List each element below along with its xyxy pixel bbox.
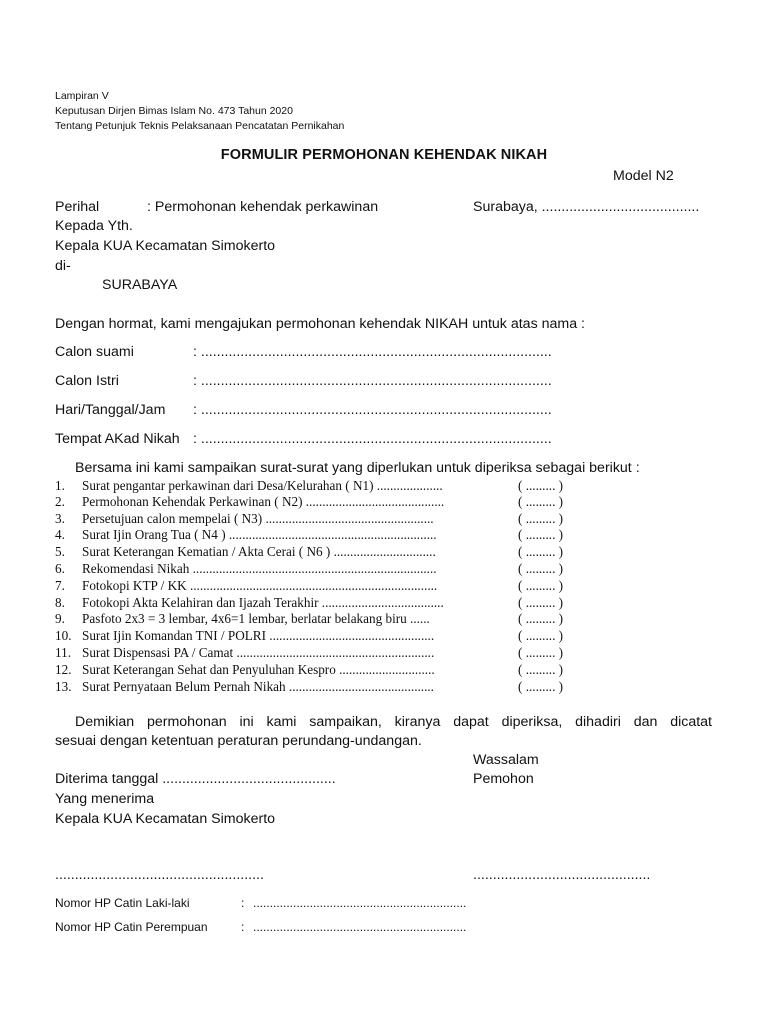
doc-check[interactable]: ( ......... ): [518, 611, 564, 626]
doc-check[interactable]: ( ......... ): [518, 494, 564, 509]
form-title: FORMULIR PERMOHONAN KEHENDAK NIKAH: [220, 147, 548, 163]
receiver-signature-line[interactable]: .....................................................: [55, 867, 264, 883]
doc-number: 2.: [55, 494, 65, 509]
form-model: Model N2: [613, 168, 674, 184]
doc-check[interactable]: ( ......... ): [518, 527, 564, 542]
phone-colon: :: [241, 896, 245, 910]
attachment-label: Lampiran V: [55, 90, 109, 102]
doc-check[interactable]: ( ......... ): [518, 578, 564, 593]
doc-number: 11.: [55, 645, 71, 660]
doc-number: 6.: [55, 561, 65, 576]
doc-text: Surat Keterangan Kematian / Akta Cerai ( N6 ) ...............................: [82, 544, 436, 559]
doc-check[interactable]: ( ......... ): [518, 679, 564, 694]
closing-line-1: Demikian permohonan ini kami sampaikan, kiranya dapat diperiksa, dihadiri dan dicatat: [75, 714, 712, 730]
phone-colon: :: [241, 920, 245, 934]
decree-reference: Keputusan Dirjen Bimas Islam No. 473 Tahun 2020: [55, 105, 293, 117]
intro-text: Dengan hormat, kami mengajukan permohonan kehendak NIKAH untuk atas nama :: [55, 316, 585, 332]
doc-check[interactable]: ( ......... ): [518, 478, 564, 493]
doc-check[interactable]: ( ......... ): [518, 662, 564, 677]
doc-number: 10.: [55, 628, 72, 643]
field-label: Calon Istri: [55, 373, 119, 389]
doc-text: Surat Keterangan Sehat dan Penyuluhan Kespro .............................: [82, 662, 435, 677]
field-dots[interactable]: : .........................................................................................: [193, 431, 552, 447]
doc-text: Fotokopi Akta Kelahiran dan Ijazah Terakhir .....................................: [82, 595, 444, 610]
doc-check[interactable]: ( ......... ): [518, 511, 564, 526]
perihal-value: : Permohonan kehendak perkawinan: [147, 199, 379, 215]
doc-check[interactable]: ( ......... ): [518, 595, 564, 610]
doc-check[interactable]: ( ......... ): [518, 544, 564, 559]
doc-text: Surat pengantar perkawinan dari Desa/Kelurahan ( N1) ....................: [82, 478, 443, 493]
phone-label-bride: Nomor HP Catin Perempuan: [55, 920, 208, 934]
field-dots[interactable]: : .........................................................................................: [193, 402, 552, 418]
doc-number: 8.: [55, 595, 65, 610]
doc-check[interactable]: ( ......... ): [518, 645, 564, 660]
doc-number: 4.: [55, 527, 65, 542]
closing-salutation: Wassalam: [473, 752, 539, 768]
addressee-office: Kepala KUA Kecamatan Simokerto: [55, 238, 276, 254]
doc-check[interactable]: ( ......... ): [518, 628, 564, 643]
applicant-signature-line[interactable]: .............................................: [473, 867, 651, 883]
doc-text: Persetujuan calon mempelai ( N3) ...................................................: [82, 511, 434, 526]
phone-label-groom: Nomor HP Catin Laki-laki: [55, 896, 190, 910]
field-dots[interactable]: : .........................................................................................: [193, 344, 552, 360]
doc-text: Surat Pernyataan Belum Pernah Nikah ............................................: [82, 679, 434, 694]
doc-text: Surat Dispensasi PA / Camat ............................................................: [82, 645, 435, 660]
documents-intro: Bersama ini kami sampaikan surat-surat yang diperlukan untuk diperiksa sebagai berikut :: [75, 460, 640, 476]
doc-text: Permohonan Kehendak Perkawinan ( N2) ..........................................: [82, 494, 445, 509]
doc-number: 5.: [55, 544, 65, 559]
doc-number: 1.: [55, 478, 65, 493]
receiver-label: Yang menerima: [55, 791, 155, 807]
doc-number: 13.: [55, 679, 72, 694]
doc-number: 3.: [55, 511, 65, 526]
field-label: Calon suami: [55, 344, 134, 360]
doc-text: Pasfoto 2x3 = 3 lembar, 4x6=1 lembar, berlatar belakang biru ......: [82, 611, 430, 626]
addressee-city: SURABAYA: [102, 277, 178, 293]
doc-text: Surat Ijin Komandan TNI / POLRI ..................................................: [82, 628, 435, 643]
doc-text: Fotokopi KTP / KK ...........................................................................: [82, 578, 438, 593]
applicant-label: Pemohon: [473, 771, 534, 787]
perihal-label: Perihal: [55, 199, 100, 215]
city-date: Surabaya, ........................................: [473, 199, 700, 215]
phone-field-groom[interactable]: ................................................................: [253, 896, 467, 910]
addressee-greeting: Kepada Yth.: [55, 218, 133, 234]
field-dots[interactable]: : .........................................................................................: [193, 373, 552, 389]
decree-subject: Tentang Petunjuk Teknis Pelaksanaan Pencatatan Pernikahan: [55, 120, 345, 132]
doc-text: Rekomendasi Nikah ..........................................................................: [82, 561, 437, 576]
receiver-office: Kepala KUA Kecamatan Simokerto: [55, 811, 276, 827]
received-date[interactable]: Diterima tanggal ............................................: [55, 771, 336, 787]
phone-field-bride[interactable]: ................................................................: [253, 920, 467, 934]
doc-check[interactable]: ( ......... ): [518, 561, 564, 576]
field-label: Tempat AKad Nikah: [55, 431, 180, 447]
field-label: Hari/Tanggal/Jam: [55, 402, 166, 418]
doc-text: Surat Ijin Orang Tua ( N4 ) ...............................................................: [82, 527, 437, 542]
closing-line-2: sesuai dengan ketentuan peraturan perundang-undangan.: [55, 733, 422, 749]
doc-number: 7.: [55, 578, 65, 593]
doc-number: 9.: [55, 611, 65, 626]
doc-number: 12.: [55, 662, 72, 677]
addressee-di: di-: [55, 258, 71, 274]
